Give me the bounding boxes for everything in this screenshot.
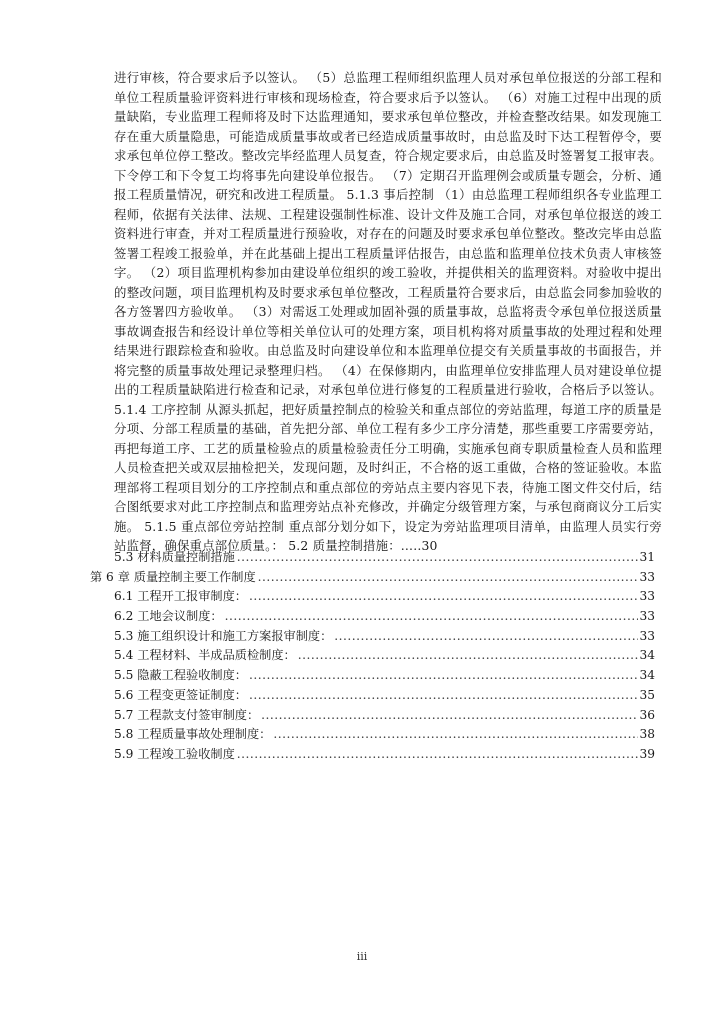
- toc-entry[interactable]: [114, 706, 655, 726]
- toc-entry-page: 34: [639, 668, 655, 683]
- toc-entry-label: 5.3 材料质量控制措施: [114, 550, 235, 564]
- toc-leader-dots: [237, 745, 639, 765]
- toc-entry[interactable]: [114, 587, 655, 607]
- toc-leader-dots: [249, 587, 639, 607]
- toc-entry[interactable]: [114, 666, 655, 686]
- toc-chapter-entry[interactable]: [90, 568, 655, 588]
- toc-leader-dots: [334, 627, 638, 647]
- toc-entry-label: 6.2 工地会议制度：: [114, 609, 223, 624]
- toc-entry-label: 第 6 章 质量控制主要工作制度: [90, 569, 256, 584]
- toc-entry-label: 5.4 工程材料、半成品质检制度：: [114, 648, 296, 663]
- toc-entry[interactable]: [114, 548, 655, 568]
- toc-entry[interactable]: [114, 686, 655, 706]
- toc-entry-page: 33: [639, 609, 655, 624]
- toc-leader-dots: [258, 568, 639, 588]
- toc-entry[interactable]: [114, 646, 655, 666]
- toc-leader-dots: [237, 548, 639, 568]
- toc-entry-label: 5.8 工程质量事故处理制度：: [114, 727, 272, 742]
- toc-entry-label: 5.6 工程变更签证制度：: [114, 687, 247, 702]
- toc-leader-dots: [225, 607, 639, 627]
- toc-entry-page: 31: [639, 550, 655, 564]
- toc-entry-page: 38: [639, 727, 655, 742]
- table-of-contents: [0, 548, 724, 765]
- toc-leader-dots: [249, 666, 639, 686]
- toc-entry-page: 33: [639, 628, 655, 643]
- page-number: iii: [356, 950, 368, 963]
- toc-leader-dots: [298, 646, 639, 666]
- toc-entry-label: 6.1 工程开工报审制度：: [114, 589, 247, 604]
- toc-entry-label: 5.5 隐蔽工程验收制度：: [114, 668, 247, 683]
- toc-entry-page: 33: [639, 589, 655, 604]
- toc-entry-label: 5.9 工程竣工验收制度: [114, 746, 235, 761]
- body-paragraph: 进行审核，符合要求后予以签认。 （5）总监理工程师组织监理人员对承包单位报送的分部工程和单位工程质量验评资料进行审核和现场检查，符合要求后予以签认。 （6）对施工过程中出现的质量缺陷，专业监理工程师将及时下达监理通知，要求承包单位整改，并检查整改结果。如发现施工存在重大质量隐患，可能造成质量事故或者已经造成质量事故时，由总监及时下达工程暂停令，要求承包单位停工整改。整改完毕经监理人员复查，符合规定要求后，由总监及时签署复工报审表。下令停工和下令复工均将事先向建设单位报告。 （7）定期召开监理例会或质量专题会，分析、通报工程质量情况，研究和改进工程质量。 5.1.3 事后控制 （1）由总监理工程师组织各专业监理工程师，依据有关法律、法规、工程建设强制性标准、设计文件及施工合同，对承包单位报送的竣工资料进行审查，并对工程质量进行预验收，对存在的问题及时要求承包单位整改。整改完毕由总监签署工程竣工报验单，并在此基础上提出工程质量评估报告，由总监和监理单位技术负责人审核签字。 （2）项目监理机构参加由建设单位组织的竣工验收，并提供相关的监理资料。对验收中提出的整改问题，项目监理机构及时要求承包单位整改，工程质量符合要求后，由总监会同参加验收的各方签署四方验收单。 （3）对需返工处理或加固补强的质量事故，总监将责令承包单位报送质量事故调查报告和经设计单位等相关单位认可的处理方案，项目机构将对质量事故的处理过程和处理结果进行跟踪检查和验收。由总监及时向建设单位和本监理单位提交有关质量事故的书面报告，并将完整的质量事故处理记录整理归档。 （4）在保修期内，由监理单位安排监理人员对建设单位提出的工程质量缺陷进行检查和记录，对承包单位进行修复的工程质量进行验收，合格后予以签认。 5.1.4 工序控制 从源头抓起，把好质量控制点的检验关和重点部位的旁站监理，每道工序的质量是分项、分部工程质量的基础，首先把分部、单位工程有多少工序分清楚，那些重要工序需要旁站，再把每道工序、工艺的质量检验点的质量检验责任分工明确，实施承包商专职质量检查人员和监理人员检查把关或双层抽检把关，发现问题，及时纠正，不合格的返工重做，合格的签证验收。本监理部将工程项目划分的工序控制点和重点部位的旁站点主要内容见下表，待施工图文件交付后，结合图纸要求对此工序控制点和监理旁站点补充修改，并确定分级管理方案，与承包商商议分工后实施。 5.1.5 重点部位旁站控制 重点部分划分如下，设定为旁站监理项目清单，由监理人员实行旁站监督，确保重点部位质量。： 5.2 质量控制措施：.....30: [114, 70, 662, 553]
- toc-entry[interactable]: [114, 745, 655, 765]
- toc-entry-page: 39: [639, 746, 655, 761]
- toc-entry-label: 5.7 工程款支付签审制度：: [114, 707, 260, 722]
- toc-leader-dots: [273, 725, 638, 745]
- toc-entry-page: 34: [639, 648, 655, 663]
- toc-leader-dots: [261, 706, 638, 726]
- toc-entry-page: 33: [639, 569, 655, 584]
- toc-leader-dots: [249, 686, 639, 706]
- toc-entry[interactable]: [114, 607, 655, 627]
- toc-entry-label: 5.3 施工组织设计和施工方案报审制度：: [114, 628, 333, 643]
- toc-entry-page: 36: [639, 707, 655, 722]
- toc-entry[interactable]: [114, 627, 655, 647]
- toc-entry-page: 35: [639, 687, 655, 702]
- toc-entry[interactable]: [114, 725, 655, 745]
